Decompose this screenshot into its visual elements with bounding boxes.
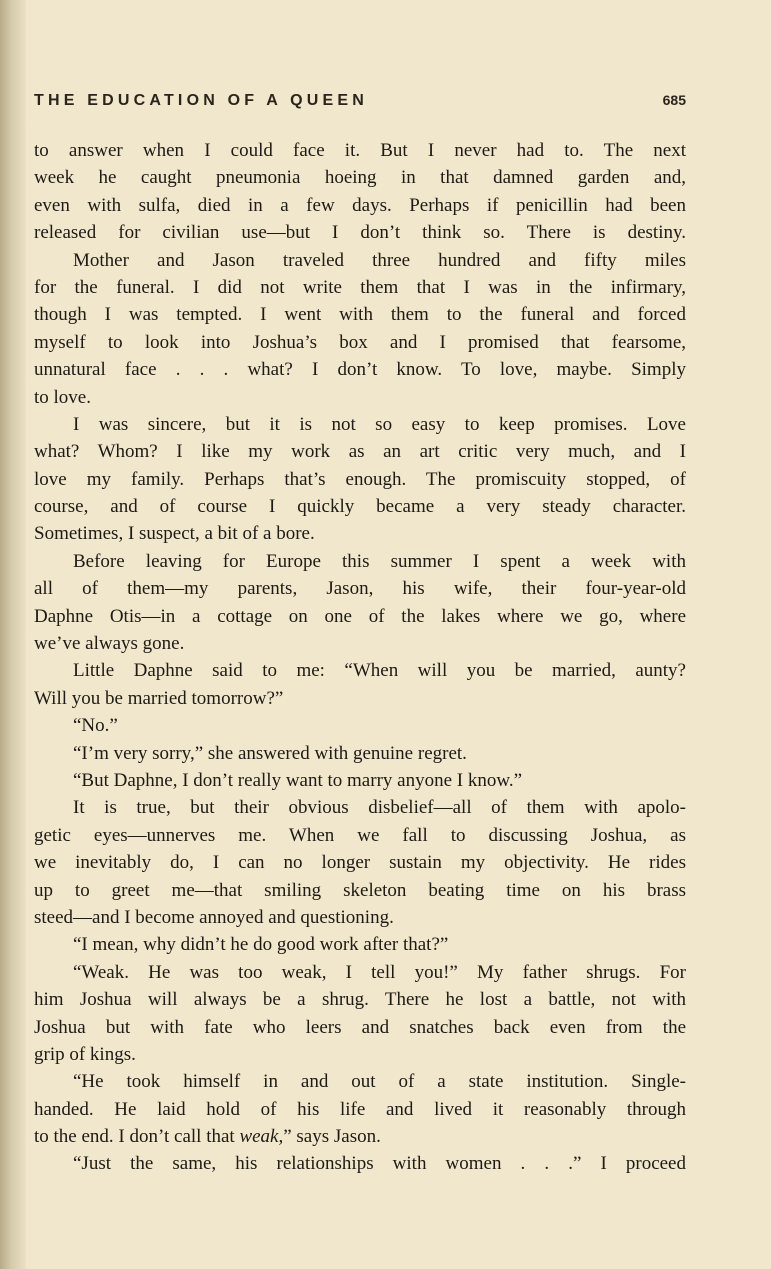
body-text [34,137,686,1178]
text-line: “I mean, why didn’t he do good work after that?” [73,934,449,956]
text-line: what? Whom? I like my work as an art critic very much, and I [34,441,686,463]
text-line: myself to look into Joshua’s box and I promised that fearsome, [34,331,686,353]
emphasis-text: weak, [239,1126,284,1148]
text-line: I was sincere, but it is not so easy to keep promises. Love [73,413,686,435]
text-line: grip of kings. [34,1043,136,1065]
text-line: course, and of course I quickly became a very steady character. [34,496,686,518]
text-line: “He took himself in and out of a state institution. Single- [73,1071,686,1093]
text-line: Daphne Otis—in a cottage on one of the lakes where we go, where [34,605,686,627]
text-line: love my family. Perhaps that’s enough. The promiscuity stopped, of [34,468,686,490]
text-line: steed—and I become annoyed and questioning. [34,906,394,928]
text-line: we inevitably do, I can no longer sustain my objectivity. He rides [34,852,686,874]
text-line: Mother and Jason traveled three hundred and fifty miles [73,249,686,271]
text-line: for the funeral. I did not write them that I was in the infirmary, [34,276,686,298]
page-header [34,92,686,116]
text-line: It is true, but their obvious disbelief—all of them with apolo- [73,797,686,819]
text-line: all of them—my parents, Jason, his wife, their four-year-old [34,578,686,600]
text-line: though I was tempted. I went with them to the funeral and forced [34,304,686,326]
text-line: “But Daphne, I don’t really want to marry anyone I know.” [73,769,523,791]
text-line: week he caught pneumonia hoeing in that damned garden and, [34,167,686,189]
text-line: to love. [34,386,91,408]
page-number: 685 [662,92,686,108]
text-segment: to the end. I don’t call that [34,1126,240,1148]
text-line: unnatural face . . . what? I don’t know. To love, maybe. Simply [34,359,686,381]
text-segment: ” says Jason. [283,1126,381,1148]
text-line: “No.” [73,715,118,737]
text-line [34,1123,686,1150]
text-line: Will you be married tomorrow?” [34,687,284,709]
book-binding-shadow [0,0,26,1269]
text-line: Joshua but with fate who leers and snatches back even from the [34,1016,686,1038]
text-line: “Just the same, his relationships with women . . .” I proceed [73,1153,686,1175]
text-line: handed. He laid hold of his life and lived it reasonably through [34,1098,686,1120]
text-line: “Weak. He was too weak, I tell you!” My father shrugs. For [73,961,686,983]
text-line: “I’m very sorry,” she answered with genuine regret. [73,742,467,764]
text-line: even with sulfa, died in a few days. Perhaps if penicillin had been [34,194,686,216]
text-line: we’ve always gone. [34,633,185,655]
text-line: getic eyes—unnerves me. When we fall to discussing Joshua, as [34,824,686,846]
text-line: released for civilian use—but I don’t think so. There is destiny. [34,222,686,244]
text-line: up to greet me—that smiling skeleton beating time on his brass [34,879,686,901]
book-page [34,0,738,1269]
text-line: Sometimes, I suspect, a bit of a bore. [34,523,315,545]
text-line: to answer when I could face it. But I never had to. The next [34,140,686,161]
text-line: Little Daphne said to me: “When will you be married, aunty? [73,660,686,682]
text-line: him Joshua will always be a shrug. There he lost a battle, not with [34,989,686,1011]
running-head: THE EDUCATION OF A QUEEN [34,92,368,109]
text-line: Before leaving for Europe this summer I spent a week with [73,550,686,572]
